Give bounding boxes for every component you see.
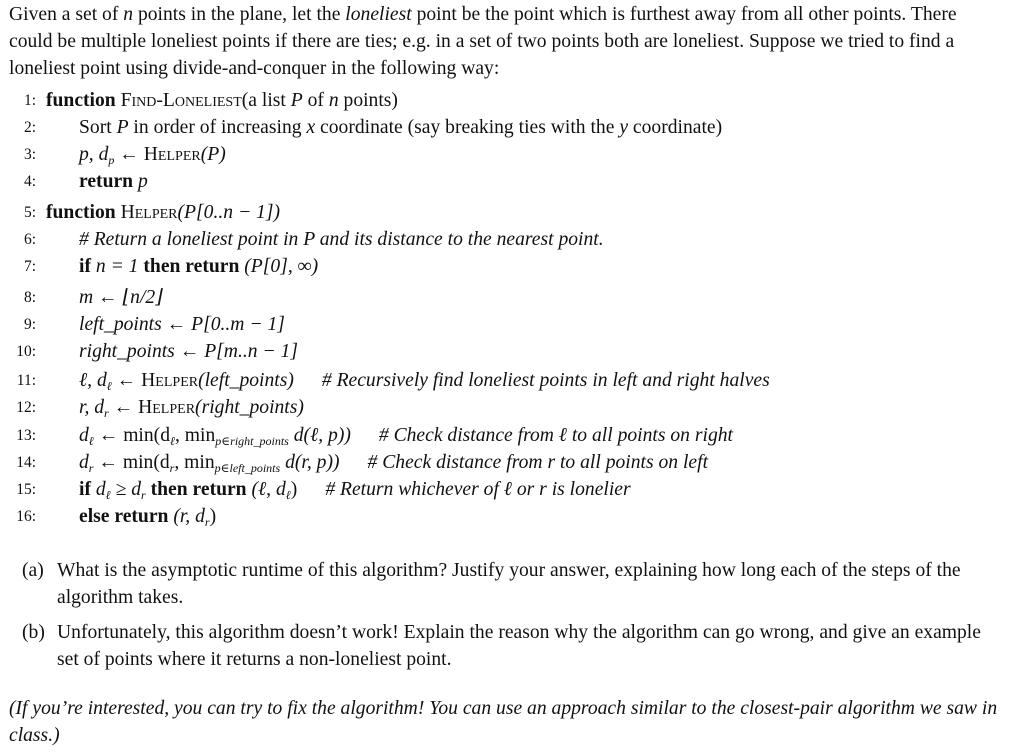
intro-text-1: Given a set of bbox=[9, 4, 124, 25]
subscript: ℓ bbox=[285, 488, 291, 502]
question-a bbox=[22, 557, 982, 611]
line-code bbox=[79, 168, 148, 195]
line-number: 8: bbox=[23, 289, 36, 306]
code-text: ≥ d bbox=[110, 479, 142, 500]
line-code bbox=[79, 422, 733, 449]
var-n: n bbox=[123, 4, 134, 25]
var-P: P bbox=[290, 90, 303, 111]
line-number: 15: bbox=[16, 481, 36, 498]
code-comment: # Return a loneliest point in P and its distance to the nearest point. bbox=[79, 229, 604, 250]
subscript: r bbox=[104, 406, 109, 420]
keyword-function: function bbox=[46, 202, 116, 223]
code-text: m ← ⌊n/2⌋ bbox=[79, 287, 163, 308]
subscript: ℓ bbox=[105, 488, 111, 502]
code-text: right_points ← P[m..n − 1] bbox=[79, 341, 298, 362]
code-text: coordinate (say breaking ties with the bbox=[315, 117, 620, 138]
code-comment: # Recursively find loneliest points in left and right halves bbox=[321, 370, 770, 391]
proc-helper: Helper bbox=[120, 202, 178, 223]
code-text: (P[0], ∞) bbox=[239, 256, 319, 277]
line-number: 13: bbox=[16, 427, 36, 444]
term-loneliest: loneliest bbox=[345, 4, 412, 25]
code-text: r, d bbox=[79, 397, 105, 418]
subscript: ℓ bbox=[88, 434, 94, 448]
line-number: 1: bbox=[23, 92, 36, 109]
code-text: ← min(d bbox=[93, 425, 170, 446]
line-number: 9: bbox=[23, 316, 36, 333]
code-text: , min bbox=[174, 452, 215, 473]
line-number: 7: bbox=[23, 258, 36, 275]
args-text: (a list bbox=[241, 90, 291, 111]
line-number: 4: bbox=[23, 173, 36, 190]
intro-paragraph bbox=[9, 1, 999, 82]
intro-text-3: point be the point which is furthest away from all other points. There could be multiple loneliest points if there are ties; e.g. in a set of two points both are loneliest. Suppose we tried to find a loneliest point using divide-and-conquer in the following way: bbox=[9, 4, 957, 79]
code-text: (P) bbox=[200, 144, 226, 165]
var-x: x bbox=[306, 117, 316, 138]
var-p: p bbox=[137, 171, 148, 192]
assign-arrow: ← bbox=[114, 144, 144, 165]
line-code bbox=[79, 503, 216, 530]
code-text: (left_points) bbox=[198, 370, 294, 391]
keyword-then-return: then return bbox=[143, 256, 240, 277]
code-text: ℓ, d bbox=[79, 370, 107, 391]
code-text: (ℓ, d bbox=[246, 479, 286, 500]
code-text: d(r, p)) bbox=[280, 452, 340, 473]
line-number: 2: bbox=[23, 119, 36, 136]
proc-helper: Helper bbox=[141, 370, 199, 391]
proc-find-loneliest: Find-Loneliest bbox=[120, 90, 242, 111]
code-text: ) bbox=[290, 479, 298, 500]
line-code bbox=[46, 87, 398, 114]
code-text: ← min(d bbox=[93, 452, 170, 473]
keyword-function: function bbox=[46, 90, 116, 111]
line-code bbox=[79, 253, 318, 280]
line-number: 14: bbox=[16, 454, 36, 471]
subscript: r bbox=[141, 488, 146, 502]
proc-helper: Helper bbox=[143, 144, 201, 165]
code-text: ) bbox=[209, 506, 217, 527]
question-label: (a) bbox=[22, 560, 44, 581]
intro-text-2: points in the plane, let the bbox=[133, 4, 346, 25]
question-text: Unfortunately, this algorithm doesn’t work! Explain the reason why the algorithm can go wrong, and give an example set of points where it returns a non-loneliest point. bbox=[57, 622, 981, 670]
code-text: d bbox=[79, 452, 89, 473]
line-code bbox=[79, 141, 226, 168]
code-text: d(ℓ, p)) bbox=[288, 425, 351, 446]
line-code bbox=[79, 367, 770, 394]
var-y: y bbox=[619, 117, 629, 138]
keyword-return: return bbox=[79, 171, 134, 192]
subscript: ℓ bbox=[106, 379, 112, 393]
proc-helper: Helper bbox=[138, 397, 196, 418]
line-number: 3: bbox=[23, 146, 36, 163]
subscript: p∈left_points bbox=[214, 461, 281, 475]
subscript: p bbox=[108, 153, 115, 167]
keyword-else-return: else return bbox=[79, 506, 169, 527]
code-text: in order of increasing bbox=[128, 117, 307, 138]
code-text: p, d bbox=[79, 144, 109, 165]
assign-arrow: ← bbox=[108, 397, 139, 418]
code-text: (r, d bbox=[168, 506, 205, 527]
args-text: points) bbox=[338, 90, 398, 111]
keyword-if: if bbox=[79, 256, 91, 277]
problem-intro bbox=[9, 1, 999, 82]
line-number: 11: bbox=[16, 372, 36, 389]
line-number: 12: bbox=[16, 399, 36, 416]
closing-note: (If you’re interested, you can try to fix the algorithm! You can use an approach similar to the closest-pair algorithm we saw in class.) bbox=[9, 698, 998, 746]
question-text: What is the asymptotic runtime of this algorithm? Justify your answer, explaining how long each of the steps of the algorithm takes. bbox=[57, 560, 961, 608]
subscript: ℓ bbox=[170, 434, 175, 448]
code-text: coordinate) bbox=[628, 117, 723, 138]
line-number: 16: bbox=[16, 508, 36, 525]
var-P: P bbox=[116, 117, 129, 138]
code-text: n = 1 bbox=[90, 256, 144, 277]
question-b bbox=[22, 619, 982, 673]
code-text: left_points ← P[0..m − 1] bbox=[79, 314, 285, 335]
subscript: r bbox=[88, 461, 94, 475]
keyword-if: if bbox=[79, 479, 91, 500]
subscript: r bbox=[204, 515, 210, 529]
line-code bbox=[79, 394, 304, 421]
line-number: 5: bbox=[23, 204, 36, 221]
code-comment: # Check distance from r to all points on left bbox=[367, 452, 709, 473]
line-code bbox=[79, 114, 722, 141]
line-code bbox=[46, 199, 280, 226]
code-text: (P[0..n − 1]) bbox=[177, 202, 281, 223]
code-text: , min bbox=[175, 425, 216, 446]
code-text: d bbox=[90, 479, 106, 500]
line-code bbox=[79, 476, 631, 503]
line-code bbox=[79, 449, 708, 476]
line-number: 6: bbox=[23, 231, 36, 248]
subscript: p∈right_points bbox=[215, 434, 289, 448]
code-text: (right_points) bbox=[195, 397, 304, 418]
line-number: 10: bbox=[16, 343, 36, 360]
code-text: Sort bbox=[79, 117, 117, 138]
var-n: n bbox=[328, 90, 339, 111]
assign-arrow: ← bbox=[111, 370, 142, 391]
keyword-then-return: then return bbox=[150, 479, 247, 500]
code-text: d bbox=[79, 425, 89, 446]
question-label: (b) bbox=[22, 622, 45, 643]
subscript: r bbox=[169, 461, 175, 475]
code-comment: # Check distance from ℓ to all points on right bbox=[378, 425, 733, 446]
args-text: of bbox=[302, 90, 329, 111]
code-comment: # Return whichever of ℓ or r is lonelier bbox=[325, 479, 631, 500]
